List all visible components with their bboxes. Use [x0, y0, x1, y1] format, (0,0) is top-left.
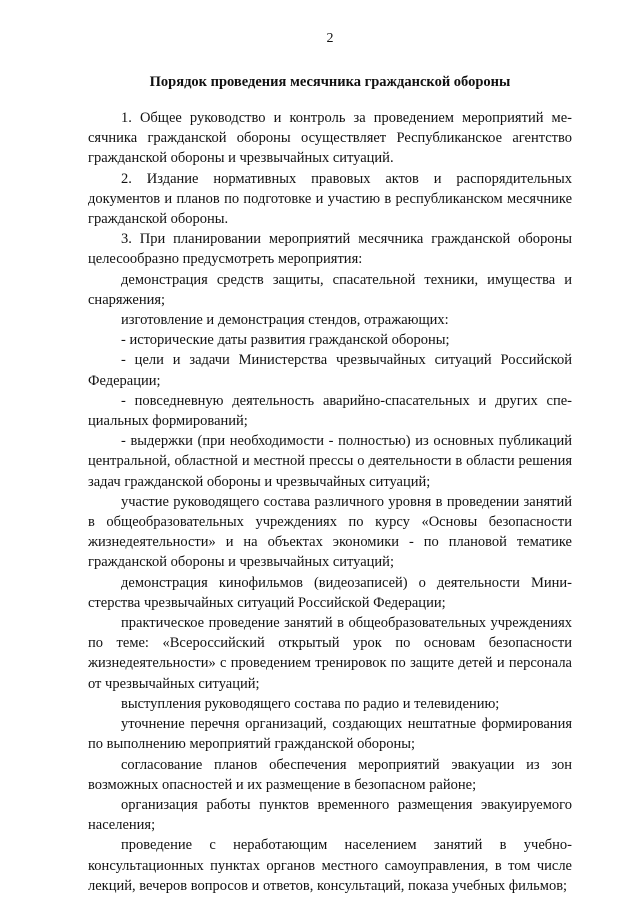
list-item-temporary-accommodation: организация работы пунктов временного размещения эвакуируемого населения; [88, 796, 572, 834]
list-item-radio-tv: выступления руководящего состава по радио и телевидению; [121, 695, 500, 712]
paragraph-normative-acts: 2. Издание нормативных правовых актов и распорядительных документов и планов по подготовке и участию в республиканском месячнике гражданской обороны. [88, 170, 572, 228]
page-number: 2 [326, 31, 334, 46]
document-page [88, 30, 572, 896]
list-item-demonstration-equipment: демонстрация средств защиты, спасательной техники, имущества и снаряжения; [88, 271, 572, 308]
list-item-films: демонстрация кинофильмов (видеозаписей) о деятельности Министерства чрезвычайных ситуаций Российской Федерации; [88, 574, 572, 611]
list-item-unemployed-training: проведение с неработающим населением занятий в учебно-консультационных пунктах органов местного самоуправления, в том числе лекций, вечеров вопросов и ответов, консультаций, показа учебных фильмов; [88, 837, 572, 894]
list-item-stands: изготовление и демонстрация стендов, отражающих: [121, 312, 449, 329]
list-item-leadership-classes: участие руководящего состава различного уровня в проведении занятий в общеобразовательных учреждениях по курсу «Основы безопасности жизнедеятельности» и на объектах экономики - по плановой тематике гражданской обороны и чрезвычайных ситуаций; [88, 493, 572, 571]
list-item-organizations-list: уточнение перечня организаций, создающих нештатные формирования по выполнению мероприятий гражданской обороны; [88, 716, 572, 753]
list-item-evacuation-plans: согласование планов обеспечения мероприятий эвакуации из зон возможных опасностей и их размещение в безопасном районе; [88, 756, 572, 793]
list-item-press-excerpts: - выдержки (при необходимости - полностью) из основных публикаций центральной, областной и местной прессы о деятельности в области решения задач гражданской обороны и чрезвычайных ситуаций; [88, 433, 572, 490]
paragraph-general-management: 1. Общее руководство и контроль за проведением мероприятий месячника гражданской обороны осуществляет Республиканское агентство гражданской обороны и чрезвычайных ситуаций. [88, 110, 572, 167]
list-item-goals-ministry: - цели и задачи Министерства чрезвычайных ситуаций Российской Федерации; [88, 352, 572, 389]
list-item-historical-dates: - исторические даты развития гражданской обороны; [121, 332, 450, 349]
document-title: Порядок проведения месячника гражданской обороны [149, 74, 511, 90]
list-item-daily-activity: - повседневную деятельность аварийно-спасательных и других специальных формирований; [88, 392, 572, 430]
paragraph-planning: 3. При планировании мероприятий месячника гражданской обороны целесообразно предусмотреть мероприятия: [88, 231, 572, 268]
list-item-open-lesson: практическое проведение занятий в общеобразовательных учреждениях по теме: «Всероссийский открытый урок по основам безопасности жизнедеятельности» с проведением тренировок по защите детей и персонала от чрезвычайных ситуаций; [88, 615, 572, 692]
